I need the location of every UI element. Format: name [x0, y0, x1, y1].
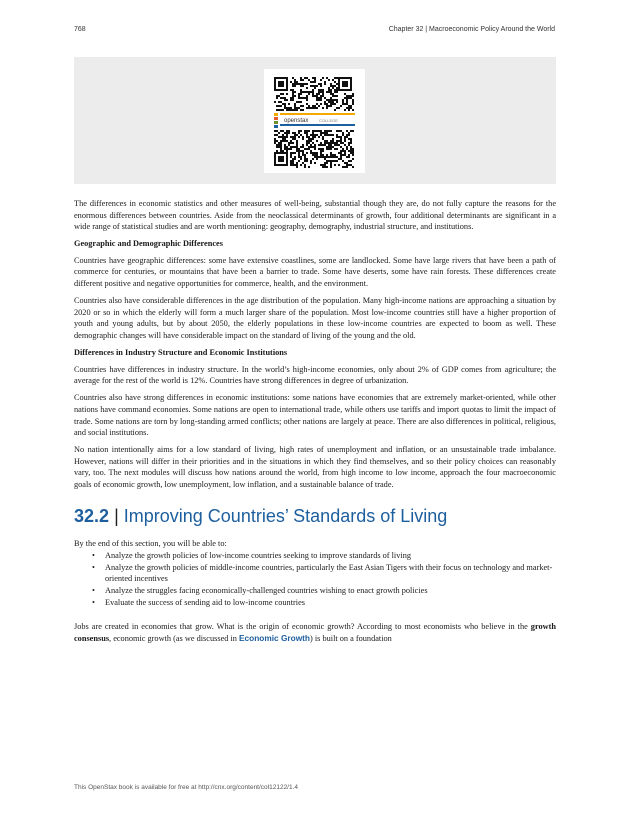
section-number: 32.2 — [74, 505, 110, 526]
growth-consensus-term: growth consensus — [74, 622, 556, 643]
section-title-text: Improving Countries’ Standards of Living — [123, 505, 448, 526]
objective-item: • Analyze the growth policies of middle-income countries, particularly the East Asian Tigers with their focus on technology and market-oriented incentives — [105, 562, 556, 585]
qr-code-bottom — [274, 130, 354, 168]
intro-paragraph: The differences in economic statistics and other measures of well-being, substantial though they are, do not fully capture the reasons for the enormous differences between countries. Aside from the neoclassical determinants of growth, four additional determinants are significant in a wide range of statistical studies and are worth mentioning: geography, demography, industrial structure, and institutions. — [74, 199, 556, 232]
section-title — [74, 505, 556, 527]
page-number: 768 — [74, 26, 86, 33]
industry-paragraph-3: No nation intentionally aims for a low standard of living, high rates of unemployment and inflation, or an unsustainable trade imbalance. However, nations will differ in their priorities and in the situations in which they find themselves, and so their policy choices can reasonably vary, too. The next modules will discuss how nations around the world, from high income to low income, approach the four macroeconomic goals of economic growth, low unemployment, low inflation, and a sustainable balance of trade. — [74, 445, 556, 489]
qr-code-top — [274, 77, 354, 111]
objective-item: • Analyze the growth policies of low-income countries seeking to improve standards of living — [105, 550, 556, 562]
page-content — [74, 198, 556, 650]
geo-paragraph-1: Countries have geographic differences: some have extensive coastlines, some are landlocked. Some have large rivers that have been a path of commerce for centuries, or mountains that have been a barrier to trade. Some have deserts, some have rain forests. These differences create different positive and negative opportunities for commerce, health, and the environment. — [74, 255, 556, 289]
openstax-brand: openstax — [284, 118, 309, 124]
qr-code-icon — [264, 69, 365, 173]
economic-growth-link[interactable]: Economic Growth — [239, 632, 311, 643]
industry-paragraph-1: Countries have differences in industry structure. In the world’s high-income economies, only about 2% of GDP comes from agriculture; the average for the rest of the world is 12%. Countries have strong differences in degree of urbanization. — [74, 364, 556, 386]
chapter-header: Chapter 32 | Macroeconomic Policy Around the World — [388, 26, 555, 33]
industry-paragraph-2: Countries also have strong differences in economic institutions: some nations have economies that are extremely market-oriented, while other nations have command economies. Some nations are open to international trade, while others use tariffs and import quotas to limit the impact of trade. Some nations are torn by long-standing armed conflicts; other nations are largely at peace. There are also differences in political, religious, and social institutions. — [74, 393, 556, 438]
section-separator: | — [114, 505, 119, 526]
closing-paragraph — [74, 621, 556, 644]
closing-text-start: Jobs are created in economies that grow. What is the origin of economic growth? According to most economists who believe in the — [74, 622, 531, 632]
objective-item: • Evaluate the success of sending aid to low-income countries — [105, 597, 556, 609]
qr-code-card[interactable] — [264, 69, 365, 173]
qr-code-panel — [74, 57, 556, 184]
objectives-list — [74, 550, 556, 608]
closing-text-end: ) is built on a foundation — [310, 633, 392, 643]
closing-text-mid: , economic growth (as we discussed in — [109, 633, 240, 643]
geo-paragraph-2: Countries also have considerable differences in the age distribution of the population. Many high-income nations are approaching a situation by 2020 or so in which the elderly will form a much larger share of the population. Most low-income countries still have a higher proportion of youth and young adults, but by about 2050, the elderly populations in these low-income countries are expected to boom as well. These demographic changes will have considerable impact on the standard of living of the young and the old. — [74, 296, 556, 340]
objective-item: • Analyze the struggles facing economically-challenged countries wishing to enact growth policies — [105, 585, 556, 597]
objectives-lead: By the end of this section, you will be able to: — [74, 538, 227, 548]
openstax-brand-sub: COLLEGE — [319, 118, 338, 123]
footer-note: This OpenStax book is available for free at http://cnx.org/content/col12122/1.4 — [74, 784, 299, 791]
openstax-logo-strip — [274, 113, 355, 128]
geo-heading: Geographic and Demographic Differences — [74, 239, 223, 249]
industry-heading: Differences in Industry Structure and Economic Institutions — [74, 348, 288, 358]
